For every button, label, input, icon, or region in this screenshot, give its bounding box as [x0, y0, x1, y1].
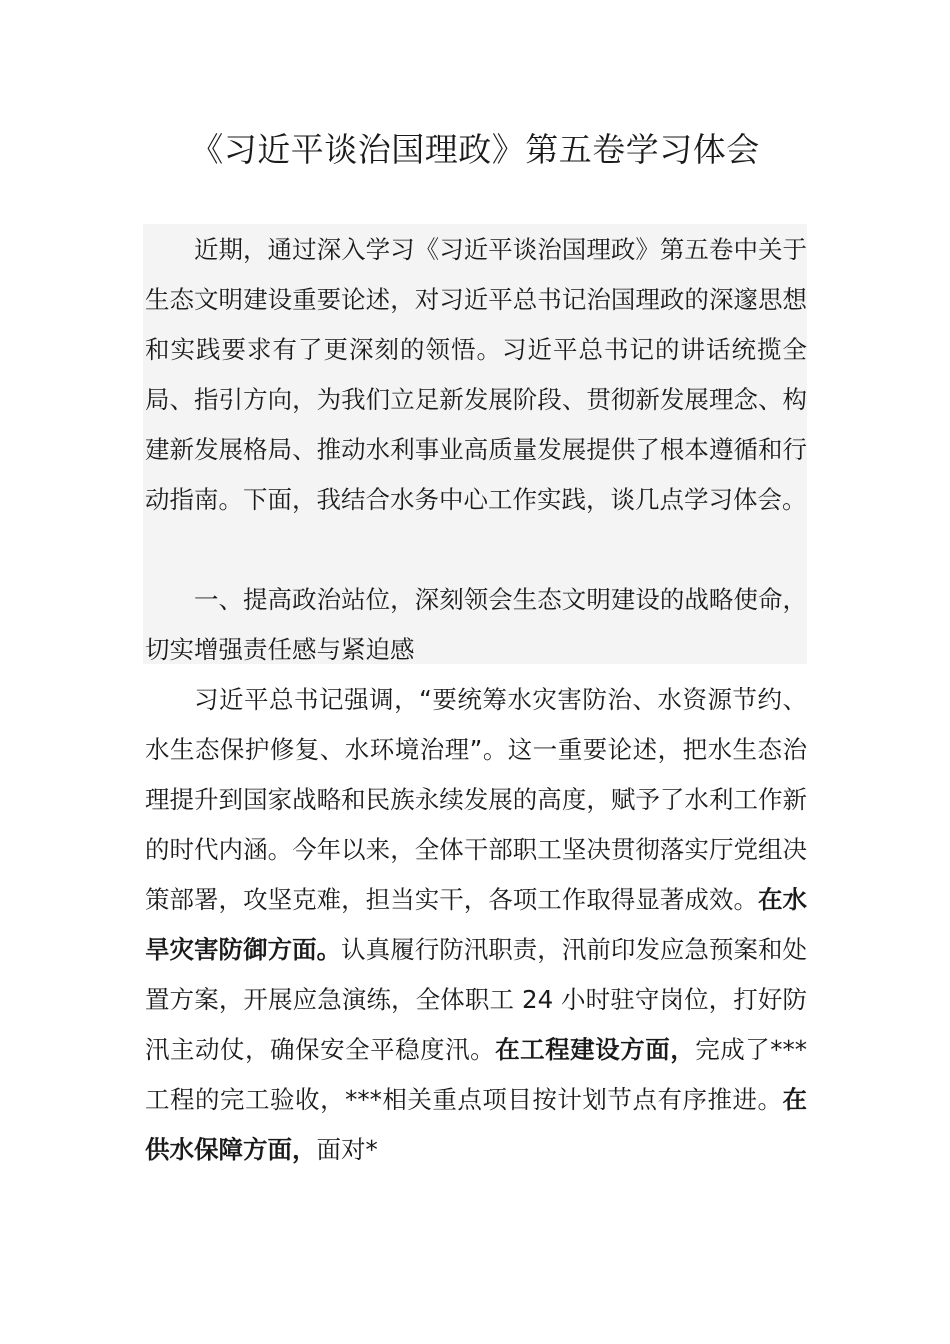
bold-phrase-water-supply: 在供水保障方面，	[145, 1085, 807, 1164]
bold-phrase-construction: 在工程建设方面，	[495, 1035, 696, 1064]
body-text-segment: 完成了***工程的完工验收，***相关重点项目按计划节点有序推进。	[145, 1035, 808, 1114]
body-text-segment: 面对*	[316, 1135, 378, 1164]
document-title: 《习近平谈治国理政》第五卷学习体会	[190, 130, 760, 169]
bold-phrase-flood-defense: 在水旱灾害防御方面。	[145, 885, 808, 964]
intro-paragraph: 近期，通过深入学习《习近平谈治国理政》第五卷中关于生态文明建设重要论述，对习近平总书记治国理政的深邃思想和实践要求有了更深刻的领悟。习近平总书记的讲话统揽全局、指引方向，为我们立足新发展阶段、贯彻新发展理念、构建新发展格局、推动水利事业高质量发展提供了根本遵循和行动指南。下面，我结合水务中心工作实践，谈几点学习体会。	[145, 235, 807, 514]
body-text-segment: 习近平总书记强调，“要统筹水灾害防治、水资源节约、水生态保护修复、水环境治理”。这一重要论述，把水生态治理提升到国家战略和民族永续发展的高度，赋予了水利工作新的时代内涵。今年以来，全体干部职工坚决贯彻落实厅党组决策部署，攻坚克难，担当实干，各项工作取得显著成效。	[145, 685, 807, 914]
section-body-1	[145, 675, 807, 1175]
body-text-segment: 认真履行防汛职责，汛前印发应急预案和处置方案，开展应急演练，全体职工 24 小时驻守岗位，打好防汛主动仗，确保安全平稳度汛。	[145, 935, 808, 1064]
section-heading-1: 一、提高政治站位，深刻领会生态文明建设的战略使命，切实增强责任感与紧迫感	[145, 585, 807, 664]
